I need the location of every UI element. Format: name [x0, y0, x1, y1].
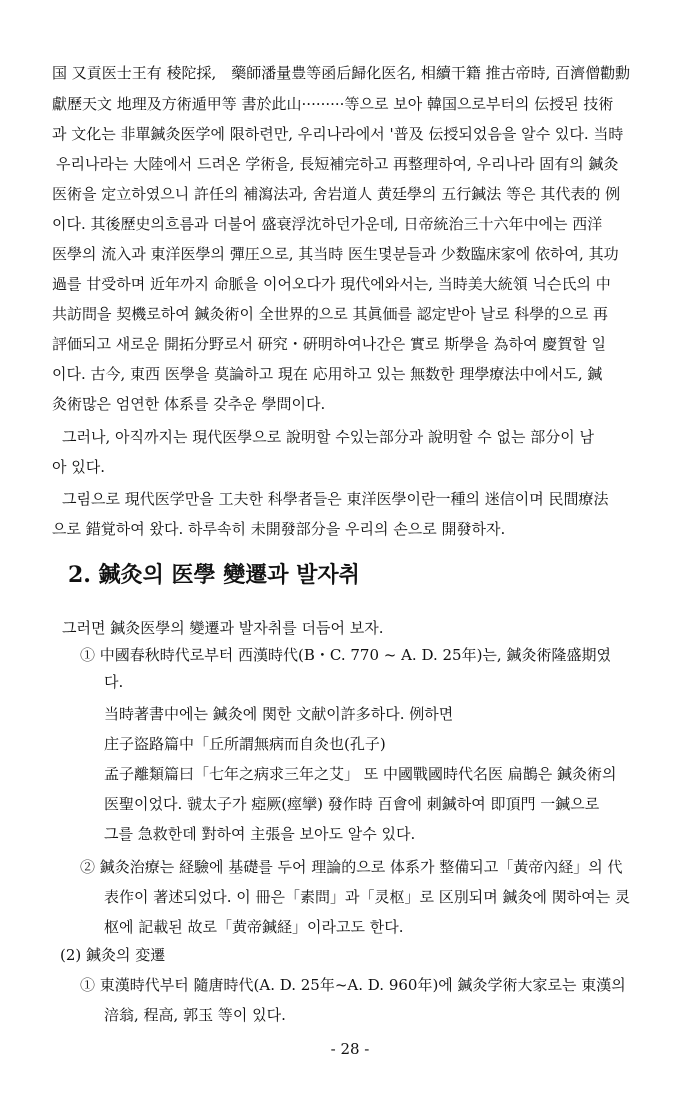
body-line: 이다. 其後歷史의흐름과 더불어 盛衰浮沈하던가운데, 日帝統治三十六年中에는 西洋 [52, 215, 603, 233]
body-line: 과 文化는 非單鍼灸医学에 限하련만, 우리나라에서 '普及 伝授되었음을 알수 있다. 当時 [52, 125, 624, 143]
section-line: 庄子盜路篇中「丘所謂無病而自灸也(孔子) [104, 735, 386, 753]
body-line: 灸術많은 엄연한 体系를 갖추운 學問이다. [52, 395, 326, 413]
body-line: 医術을 定立하였으니 許任의 補瀉法과, 舍岩道人 黄廷學의 五行鍼法 等은 其代表的 例 [52, 185, 621, 203]
body-line: 이다. 古今, 東西 医學을 莫論하고 現在 応用하고 있는 無数한 理學療法中에서도, 鍼 [52, 365, 603, 383]
section-line: ② 鍼灸治療는 経驗에 基礎를 두어 理論的으로 体系가 整備되고「黃帝內経」의 代 [80, 858, 623, 876]
section-line: ① 東漢時代부터 隨唐時代(A. D. 25年~A. D. 960年)에 鍼灸学術大家로는 東漢의 [80, 976, 626, 994]
body-line: 우리나라는 大陸에서 드려온 学術을, 長短補完하고 再整理하여, 우리나라 固有의 鍼灸 [56, 155, 619, 173]
section-line: 涪翁, 程高, 郭玉 等이 있다. [104, 1006, 286, 1024]
body-line: 過를 甘受하며 近年까지 命脈을 이어오다가 現代에와서는, 当時美大統領 닉슨氏의 中 [52, 275, 611, 293]
section-line: 그를 急救한데 對하여 主張을 보아도 알수 있다. [104, 825, 416, 843]
section-line: 表作이 著述되었다. 이 冊은「素問」과「灵枢」로 区別되며 鍼灸에 関하여는 灵 [104, 888, 631, 906]
page-number: - 28 - [330, 1040, 370, 1058]
section-line: 当時著書中에는 鍼灸에 関한 文献이許多하다. 例하면 [104, 705, 454, 723]
section-line: 孟子離類篇曰「七年之病求三年之艾」 또 中國戰國時代名医 扁鵲은 鍼灸術의 [104, 765, 617, 783]
section-line: 다. [104, 673, 124, 691]
section-heading: 2. 鍼灸의 医學 變遷과 발자취 [68, 562, 360, 588]
section-line: 그러면 鍼灸医學의 變遷과 발자취를 더듬어 보자. [62, 619, 384, 637]
section-line: 枢에 記載된 故로「黄帝鍼経」이라고도 한다. [104, 918, 404, 936]
body-line: 獻歷天文 地理及方術遁甲等 書於此山·········等으로 보아 韓国으로부터의 伝授된 技術 [52, 95, 614, 113]
body-line: 共訪問을 契機로하여 鍼灸術이 全世界的으로 其眞価를 認定받아 날로 科學的으로 再 [52, 305, 609, 323]
body-line: 그러나, 아직까지는 現代医學으로 說明할 수있는部分과 說明할 수 없는 部分이 남 [62, 428, 594, 446]
body-line: 아 있다. [52, 458, 106, 476]
body-line: 医學의 流入과 東洋医學의 彈圧으로, 其当時 医生몇분들과 少数臨床家에 依하여, 其功 [52, 245, 619, 263]
body-line: 国 又貢医士王有 稜陀採, 藥師潘量豊等函后歸化医名, 相續干籍 推古帝時, 百濟僧勸勳 [52, 64, 631, 82]
section-line: ① 中國春秋時代로부터 西漢時代(B・C. 770 ~ A. D. 25年)는, 鍼灸術隆盛期였 [80, 646, 611, 664]
section-line: (2) 鍼灸의 変遷 [60, 946, 166, 964]
section-line: 医聖이었다. 虢太子가 瘂厥(痙攣) 發作時 百會에 刺鍼하여 即頂門 一鍼으로 [104, 795, 600, 813]
body-line: 으로 錯覚하여 왔다. 하루속히 未開發部分을 우리의 손으로 開發하자. [52, 520, 506, 538]
body-line: 評価되고 새로운 開拓分野로서 研究・硏明하여나간은 實로 斯學을 為하여 慶賀할 일 [52, 335, 606, 353]
body-line: 그림으로 現代医学만을 工夫한 科學者들은 東洋医學이란一種의 迷信이며 民間療法 [62, 490, 609, 508]
